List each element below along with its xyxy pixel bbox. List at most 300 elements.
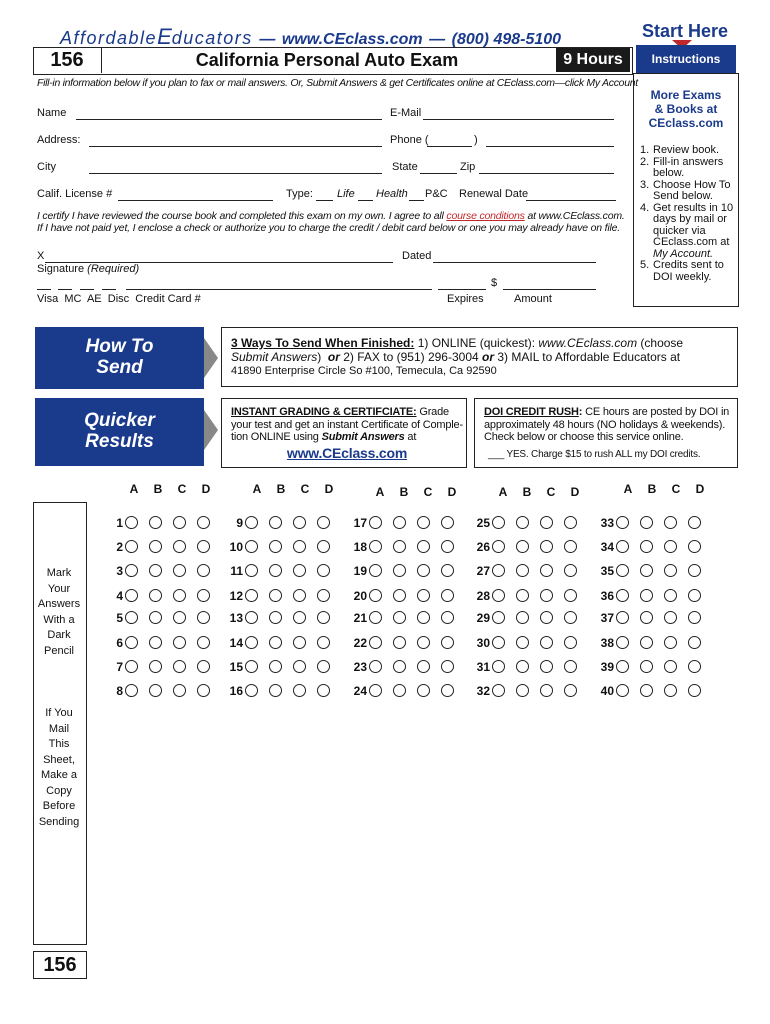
- answer-bubble-b[interactable]: [149, 589, 162, 602]
- answer-bubble-d[interactable]: [317, 611, 330, 624]
- question-number: 25: [476, 516, 490, 530]
- card-ae-check[interactable]: [80, 289, 94, 290]
- answer-bubble-a[interactable]: [492, 540, 505, 553]
- mail-copy-note: [33, 706, 85, 830]
- answer-row: [221, 588, 341, 604]
- answer-bubble-a[interactable]: [492, 589, 505, 602]
- answer-bubble-c[interactable]: [293, 684, 306, 697]
- answer-bubble-c[interactable]: [664, 636, 677, 649]
- answer-bubble-a[interactable]: [245, 516, 258, 529]
- type-pc-check[interactable]: [409, 200, 424, 201]
- answer-bubble-c[interactable]: [417, 564, 430, 577]
- instant-line-1: Grade: [416, 406, 449, 418]
- credit-card-label: Credit Card #: [135, 293, 201, 305]
- answer-bubble-a[interactable]: [369, 636, 382, 649]
- answer-bubble-b[interactable]: [149, 636, 162, 649]
- answer-bubble-c[interactable]: [173, 540, 186, 553]
- question-number: 40: [600, 684, 614, 698]
- quicker-results-line-2: Results: [85, 431, 154, 452]
- answer-column-letter: C: [300, 482, 310, 496]
- instruction-step-line: Choose How To: [653, 178, 731, 191]
- question-number: 14: [229, 636, 243, 650]
- answer-bubble-a[interactable]: [616, 684, 629, 697]
- answer-bubble-c[interactable]: [293, 540, 306, 553]
- answer-bubble-b[interactable]: [149, 684, 162, 697]
- email-field[interactable]: [423, 119, 614, 120]
- answer-row: [101, 539, 221, 555]
- answer-bubble-b[interactable]: [516, 540, 529, 553]
- license-label: Calif. License #: [37, 188, 113, 200]
- renewal-label: Renewal Date: [459, 188, 529, 200]
- side-note-line: Copy: [46, 784, 72, 797]
- answer-bubble-b[interactable]: [269, 660, 282, 673]
- question-number: 13: [229, 611, 243, 625]
- phone-area-field[interactable]: [427, 146, 472, 147]
- start-here-label: Start Here: [642, 21, 729, 41]
- answer-row: [101, 563, 221, 579]
- answer-bubble-c[interactable]: [417, 516, 430, 529]
- answer-row: [221, 659, 341, 675]
- question-number: 27: [476, 564, 490, 578]
- answer-bubble-c[interactable]: [540, 660, 553, 673]
- answer-bubble-d[interactable]: [688, 540, 701, 553]
- answer-bubble-d[interactable]: [197, 660, 210, 673]
- answer-bubble-c[interactable]: [664, 540, 677, 553]
- answer-bubble-a[interactable]: [245, 660, 258, 673]
- answer-bubble-c[interactable]: [293, 611, 306, 624]
- instruction-step: [640, 260, 738, 283]
- instruction-step-text: [653, 260, 724, 283]
- answer-column-letter: B: [522, 485, 532, 499]
- course-conditions-link[interactable]: course conditions: [446, 210, 525, 222]
- quicker-results-title: [35, 398, 204, 466]
- answer-bubble-b[interactable]: [640, 589, 653, 602]
- card-disc-label: Disc: [107, 293, 130, 305]
- question-number: 37: [600, 611, 614, 625]
- card-visa-label: Visa: [37, 293, 59, 305]
- instant-submit: Submit Answers: [321, 431, 405, 443]
- answer-bubble-b[interactable]: [269, 611, 282, 624]
- header-url[interactable]: www.CEclass.com: [281, 31, 423, 48]
- answer-bubble-a[interactable]: [492, 611, 505, 624]
- side-note-line: Sheet,: [43, 753, 75, 766]
- answer-row: [592, 659, 712, 675]
- answer-bubble-b[interactable]: [393, 516, 406, 529]
- send-address: 41890 Enterprise Circle So #100, Temecula, Ca 92590: [231, 365, 497, 377]
- answer-bubble-d[interactable]: [317, 540, 330, 553]
- answer-bubble-c[interactable]: [293, 660, 306, 673]
- answer-bubble-b[interactable]: [393, 564, 406, 577]
- address-field[interactable]: [89, 146, 382, 147]
- question-number: 39: [600, 660, 614, 674]
- type-label: Type:: [286, 188, 313, 200]
- instruction-step-number: 1.: [640, 144, 650, 156]
- answer-bubble-b[interactable]: [269, 684, 282, 697]
- answer-bubble-a[interactable]: [245, 636, 258, 649]
- answer-bubble-b[interactable]: [640, 660, 653, 673]
- answer-bubble-b[interactable]: [149, 611, 162, 624]
- answer-bubble-c[interactable]: [540, 540, 553, 553]
- answer-column-letter: B: [276, 482, 286, 496]
- dated-field[interactable]: [433, 262, 596, 263]
- answer-bubble-d[interactable]: [441, 660, 454, 673]
- answer-bubble-c[interactable]: [293, 564, 306, 577]
- brand-name-first: Affordable: [60, 28, 158, 48]
- answer-row: [345, 539, 465, 555]
- answer-row: [468, 588, 588, 604]
- type-health-check[interactable]: [358, 200, 373, 201]
- answer-bubble-c[interactable]: [664, 611, 677, 624]
- doi-heading: DOI CREDIT RUSH: [484, 406, 579, 418]
- amount-field[interactable]: [503, 289, 596, 290]
- answer-bubble-d[interactable]: [564, 540, 577, 553]
- answer-bubble-b[interactable]: [269, 516, 282, 529]
- answer-column-letter: C: [423, 485, 433, 499]
- send-close-paren: ): [317, 350, 322, 364]
- answer-row: [221, 515, 341, 531]
- answer-bubble-c[interactable]: [173, 684, 186, 697]
- type-life-label: Life: [337, 188, 355, 200]
- answer-bubble-a[interactable]: [616, 660, 629, 673]
- answer-bubble-d[interactable]: [197, 564, 210, 577]
- answer-bubble-d[interactable]: [317, 636, 330, 649]
- phone-label: Phone (: [390, 134, 429, 146]
- answer-row: [592, 515, 712, 531]
- instructions-steps: [640, 145, 738, 283]
- instruction-step-text: [653, 157, 723, 180]
- answer-bubble-a[interactable]: [245, 564, 258, 577]
- answer-row: [345, 635, 465, 651]
- card-disc-check[interactable]: [102, 289, 116, 290]
- answer-bubble-a[interactable]: [492, 636, 505, 649]
- answer-bubble-d[interactable]: [441, 589, 454, 602]
- answer-bubble-c[interactable]: [664, 684, 677, 697]
- send-url[interactable]: www.CEclass.com: [538, 336, 638, 350]
- question-number: 11: [230, 564, 243, 578]
- answer-bubble-d[interactable]: [688, 589, 701, 602]
- answer-bubble-c[interactable]: [173, 611, 186, 624]
- question-number: 32: [476, 684, 490, 698]
- answer-bubble-c[interactable]: [293, 589, 306, 602]
- answer-bubble-b[interactable]: [640, 564, 653, 577]
- certification-text: [37, 211, 625, 234]
- answer-bubble-c[interactable]: [417, 636, 430, 649]
- answer-bubble-c[interactable]: [664, 660, 677, 673]
- question-number: 17: [353, 516, 367, 530]
- answer-bubble-a[interactable]: [245, 589, 258, 602]
- answer-bubble-a[interactable]: [125, 611, 138, 624]
- answer-row: [345, 588, 465, 604]
- answer-bubble-c[interactable]: [540, 516, 553, 529]
- answer-bubble-d[interactable]: [197, 516, 210, 529]
- answer-bubble-a[interactable]: [616, 636, 629, 649]
- answer-bubble-d[interactable]: [564, 564, 577, 577]
- zip-label: Zip: [460, 161, 476, 173]
- footer-exam-number: 156: [33, 951, 87, 979]
- answer-column-letter: D: [570, 485, 580, 499]
- answer-bubble-c[interactable]: [173, 516, 186, 529]
- fill-info-note: Fill-in information below if you plan to fax or mail answers. Or, Submit Answers & get Certificates online at CEclass.com—click My Account: [37, 77, 638, 89]
- answer-bubble-b[interactable]: [269, 636, 282, 649]
- answer-bubble-b[interactable]: [516, 636, 529, 649]
- answer-bubble-b[interactable]: [516, 589, 529, 602]
- answer-bubble-d[interactable]: [688, 684, 701, 697]
- answer-bubble-b[interactable]: [640, 611, 653, 624]
- answer-bubble-c[interactable]: [293, 516, 306, 529]
- answer-row: [592, 588, 712, 604]
- zip-field[interactable]: [479, 173, 614, 174]
- answer-bubble-a[interactable]: [369, 611, 382, 624]
- answer-bubble-a[interactable]: [492, 564, 505, 577]
- answer-bubble-a[interactable]: [616, 589, 629, 602]
- answer-column-letter: C: [546, 485, 556, 499]
- question-number: 16: [229, 684, 243, 698]
- phone-number-field[interactable]: [486, 146, 614, 147]
- instant-url[interactable]: www.CEclass.com: [286, 444, 408, 461]
- send-opt3: 3) MAIL to Affordable Educators at: [494, 350, 681, 364]
- answer-bubble-d[interactable]: [441, 636, 454, 649]
- answer-bubble-d[interactable]: [688, 660, 701, 673]
- answer-row: [468, 610, 588, 626]
- answer-bubble-b[interactable]: [393, 611, 406, 624]
- question-number: 35: [600, 564, 614, 578]
- answer-bubble-c[interactable]: [664, 564, 677, 577]
- answer-bubble-a[interactable]: [369, 589, 382, 602]
- question-number: 1: [116, 516, 123, 530]
- answer-bubble-b[interactable]: [269, 589, 282, 602]
- answer-bubble-c[interactable]: [173, 589, 186, 602]
- instruction-step-line: Send below.: [653, 190, 713, 202]
- answer-bubble-b[interactable]: [640, 540, 653, 553]
- answer-bubble-b[interactable]: [149, 660, 162, 673]
- answer-bubble-d[interactable]: [564, 660, 577, 673]
- answer-bubble-d[interactable]: [317, 589, 330, 602]
- answer-bubble-b[interactable]: [149, 564, 162, 577]
- answer-bubble-a[interactable]: [616, 611, 629, 624]
- instant-line-2: your test and get an instant Certificate of Comple-: [231, 418, 463, 431]
- answer-row: [101, 515, 221, 531]
- answer-column-letter: D: [447, 485, 457, 499]
- quicker-results-arrow-icon: [204, 410, 218, 450]
- answer-bubble-b[interactable]: [269, 540, 282, 553]
- answer-bubble-a[interactable]: [369, 540, 382, 553]
- answer-bubble-d[interactable]: [197, 684, 210, 697]
- answer-bubble-b[interactable]: [640, 636, 653, 649]
- answer-bubble-b[interactable]: [516, 684, 529, 697]
- answer-bubble-c[interactable]: [173, 564, 186, 577]
- answer-bubble-d[interactable]: [564, 589, 577, 602]
- answer-bubble-b[interactable]: [393, 589, 406, 602]
- how-to-send-line-1: How To: [85, 336, 154, 357]
- answer-bubble-b[interactable]: [393, 684, 406, 697]
- answer-row: [468, 515, 588, 531]
- answer-bubble-a[interactable]: [125, 684, 138, 697]
- answer-bubble-c[interactable]: [540, 684, 553, 697]
- answer-bubble-d[interactable]: [317, 684, 330, 697]
- question-number: 33: [600, 516, 614, 530]
- signature-label: [37, 263, 139, 275]
- answer-bubble-d[interactable]: [564, 684, 577, 697]
- answer-row: [592, 563, 712, 579]
- name-field[interactable]: [76, 119, 382, 120]
- license-field[interactable]: [118, 200, 273, 201]
- answer-bubble-d[interactable]: [441, 516, 454, 529]
- answer-bubble-b[interactable]: [516, 660, 529, 673]
- answer-bubble-b[interactable]: [640, 516, 653, 529]
- address-label: Address:: [37, 134, 81, 146]
- answer-bubble-b[interactable]: [516, 611, 529, 624]
- instruction-step-number: 3.: [640, 178, 650, 191]
- answer-bubble-a[interactable]: [245, 684, 258, 697]
- answer-bubble-a[interactable]: [245, 611, 258, 624]
- answer-bubble-d[interactable]: [441, 540, 454, 553]
- answer-row: [345, 659, 465, 675]
- mark-answers-note: [33, 566, 85, 659]
- answer-bubble-c[interactable]: [664, 516, 677, 529]
- answer-bubble-c[interactable]: [173, 636, 186, 649]
- answer-bubble-a[interactable]: [125, 660, 138, 673]
- answer-bubble-d[interactable]: [197, 636, 210, 649]
- side-note-line: Mark: [46, 567, 72, 579]
- answer-row: [221, 683, 341, 699]
- answer-bubble-c[interactable]: [417, 540, 430, 553]
- answer-bubble-c[interactable]: [417, 589, 430, 602]
- answer-bubble-c[interactable]: [293, 636, 306, 649]
- instruction-step: [640, 145, 738, 157]
- question-number: 31: [476, 660, 490, 674]
- answer-bubble-d[interactable]: [688, 564, 701, 577]
- answer-bubble-a[interactable]: [125, 516, 138, 529]
- question-number: 7: [116, 660, 123, 674]
- answer-bubble-a[interactable]: [245, 540, 258, 553]
- answer-bubble-c[interactable]: [540, 564, 553, 577]
- answer-row: [345, 610, 465, 626]
- expires-field[interactable]: [438, 289, 486, 290]
- answer-bubble-a[interactable]: [369, 684, 382, 697]
- answer-bubble-a[interactable]: [125, 589, 138, 602]
- answer-bubble-d[interactable]: [688, 611, 701, 624]
- answer-bubble-a[interactable]: [492, 684, 505, 697]
- dated-label: Dated: [402, 250, 432, 262]
- question-number: 9: [236, 516, 243, 530]
- answer-bubble-d[interactable]: [197, 611, 210, 624]
- answer-bubble-b[interactable]: [269, 564, 282, 577]
- answer-row: [101, 635, 221, 651]
- question-number: 24: [353, 684, 367, 698]
- answer-bubble-c[interactable]: [540, 636, 553, 649]
- instruction-step-text: [653, 145, 719, 157]
- question-number: 36: [600, 589, 614, 603]
- credit-card-field[interactable]: [126, 289, 432, 290]
- answer-bubble-c[interactable]: [417, 684, 430, 697]
- answer-bubble-b[interactable]: [393, 540, 406, 553]
- amount-label: Amount: [514, 293, 552, 305]
- answer-bubble-d[interactable]: [441, 684, 454, 697]
- cert-text-1a: I certify I have reviewed the course book and completed this exam on my own. I agree to all: [37, 210, 447, 222]
- question-number: 23: [353, 660, 367, 674]
- question-number: 10: [229, 540, 243, 554]
- answer-bubble-a[interactable]: [616, 540, 629, 553]
- answer-bubble-a[interactable]: [369, 516, 382, 529]
- answer-bubble-a[interactable]: [616, 516, 629, 529]
- answer-bubble-d[interactable]: [197, 589, 210, 602]
- answer-bubble-a[interactable]: [492, 660, 505, 673]
- send-heading: 3 Ways To Send When Finished:: [231, 336, 415, 350]
- how-to-send-arrow-icon: [204, 338, 218, 378]
- answer-bubble-d[interactable]: [688, 636, 701, 649]
- answer-column-letter: D: [324, 482, 334, 496]
- city-field[interactable]: [89, 173, 382, 174]
- signature-text: Signature: [37, 263, 85, 275]
- answer-bubble-a[interactable]: [369, 564, 382, 577]
- answer-bubble-b[interactable]: [516, 564, 529, 577]
- answer-bubble-b[interactable]: [516, 516, 529, 529]
- answer-bubble-c[interactable]: [664, 589, 677, 602]
- answer-bubble-d[interactable]: [441, 564, 454, 577]
- exam-number: 156: [33, 47, 102, 73]
- answer-bubble-c[interactable]: [417, 660, 430, 673]
- answer-bubble-c[interactable]: [173, 660, 186, 673]
- renewal-field[interactable]: [526, 200, 616, 201]
- question-number: 19: [353, 564, 367, 578]
- answer-bubble-b[interactable]: [640, 684, 653, 697]
- answer-bubble-d[interactable]: [317, 660, 330, 673]
- doi-rush-yes-option[interactable]: ___ YES. Charge $15 to rush ALL my DOI credits.: [488, 448, 701, 460]
- answer-bubble-b[interactable]: [149, 516, 162, 529]
- answer-bubble-c[interactable]: [540, 589, 553, 602]
- answer-row: [345, 683, 465, 699]
- side-note-line: Before: [42, 800, 76, 812]
- answer-bubble-d[interactable]: [564, 636, 577, 649]
- name-label: Name: [37, 107, 67, 119]
- answer-bubble-a[interactable]: [369, 660, 382, 673]
- answer-bubble-b[interactable]: [393, 636, 406, 649]
- answer-column-letter: A: [252, 482, 262, 496]
- answer-bubble-d[interactable]: [317, 516, 330, 529]
- answer-bubble-d[interactable]: [564, 516, 577, 529]
- card-visa-check[interactable]: [37, 289, 51, 290]
- answer-bubble-d[interactable]: [564, 611, 577, 624]
- answer-bubble-a[interactable]: [125, 564, 138, 577]
- state-field[interactable]: [420, 173, 457, 174]
- answer-bubble-d[interactable]: [688, 516, 701, 529]
- answer-row: [592, 610, 712, 626]
- card-mc-check[interactable]: [58, 289, 72, 290]
- quicker-results-line-1: Quicker: [84, 410, 155, 431]
- answer-row: [101, 588, 221, 604]
- answer-bubble-a[interactable]: [616, 564, 629, 577]
- answer-bubble-c[interactable]: [540, 611, 553, 624]
- answer-bubble-d[interactable]: [197, 540, 210, 553]
- instruction-step-line: DOI weekly.: [653, 270, 712, 283]
- answer-bubble-d[interactable]: [317, 564, 330, 577]
- answer-bubble-a[interactable]: [125, 540, 138, 553]
- doi-line-3: Check below or choose this service online.: [484, 431, 684, 443]
- answer-bubble-d[interactable]: [441, 611, 454, 624]
- question-number: 3: [116, 564, 123, 578]
- answer-bubble-c[interactable]: [417, 611, 430, 624]
- answer-column-letter: A: [623, 482, 633, 496]
- type-life-check[interactable]: [316, 200, 333, 201]
- answer-bubble-b[interactable]: [149, 540, 162, 553]
- instruction-step: [640, 157, 738, 180]
- instruction-step: [640, 203, 738, 261]
- answer-bubble-a[interactable]: [125, 636, 138, 649]
- header-sep-1: —: [259, 31, 276, 48]
- answer-bubble-b[interactable]: [393, 660, 406, 673]
- answer-bubble-a[interactable]: [492, 516, 505, 529]
- question-number: 4: [116, 589, 123, 603]
